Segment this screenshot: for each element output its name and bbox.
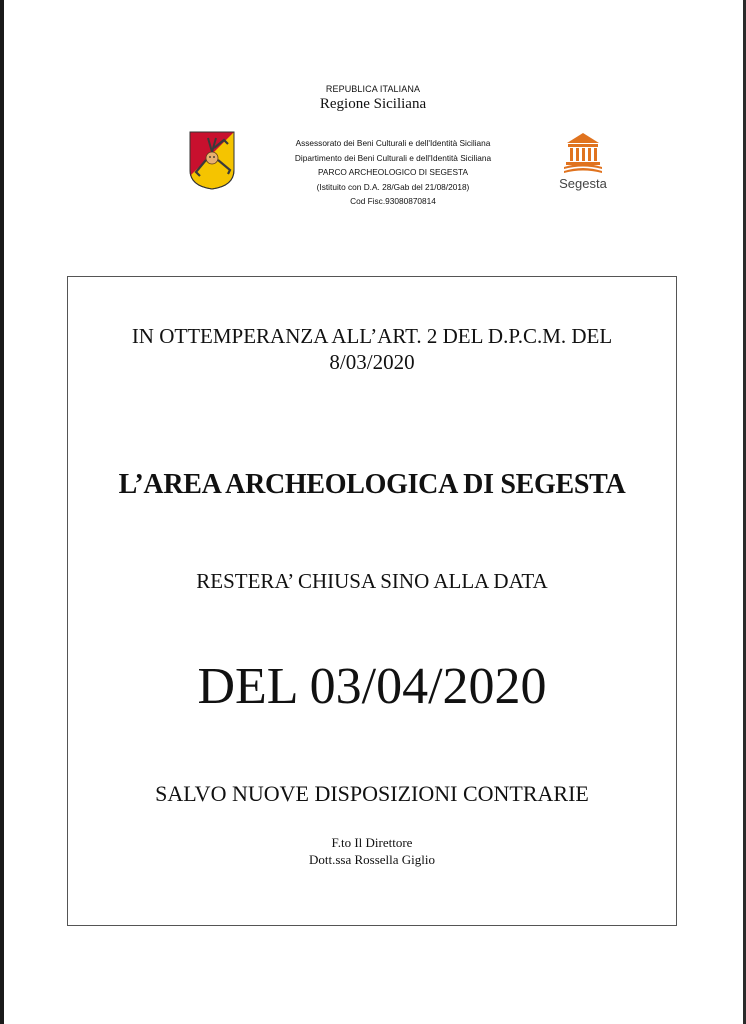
segesta-logo-text: Segesta	[559, 176, 607, 191]
signature-name: Dott.ssa Rossella Giglio	[308, 852, 436, 867]
closure-text: RESTERA’ CHIUSA SINO ALLA DATA	[196, 569, 548, 593]
republic-heading: REPUBLICA ITALIANA	[325, 84, 421, 94]
department-block	[253, 136, 533, 209]
department-line: Dipartimento dei Beni Culturali e dell'Identità Siciliana	[294, 152, 492, 163]
segesta-temple-icon	[561, 130, 605, 174]
department-line: (Istituito con D.A. 28/Gab del 21/08/2018)	[316, 181, 470, 192]
condition-text: SALVO NUOVE DISPOSIZIONI CONTRARIE	[155, 781, 589, 806]
notice-frame	[67, 276, 677, 926]
intro-line-1: IN OTTEMPERANZA ALL’ART. 2 DEL D.P.C.M. DEL	[131, 324, 613, 348]
intro-line-2: 8/03/2020	[329, 350, 415, 374]
sicily-trinacria-crest-icon	[188, 130, 236, 190]
closure-date: DEL 03/04/2020	[197, 658, 547, 715]
department-line: PARCO ARCHEOLOGICO DI SEGESTA	[318, 167, 468, 178]
intro-text	[68, 323, 676, 375]
page-edge-left	[0, 0, 4, 1024]
department-line: Assessorato dei Beni Culturali e dell'Identità Siciliana	[295, 138, 491, 148]
region-heading: Regione Siciliana	[319, 96, 427, 112]
segesta-logo	[555, 130, 611, 198]
signature-role: F.to Il Direttore	[331, 835, 413, 850]
area-title: L’AREA ARCHEOLOGICA DI SEGESTA	[118, 469, 626, 500]
department-line: Cod Fisc.93080870814	[350, 196, 436, 207]
